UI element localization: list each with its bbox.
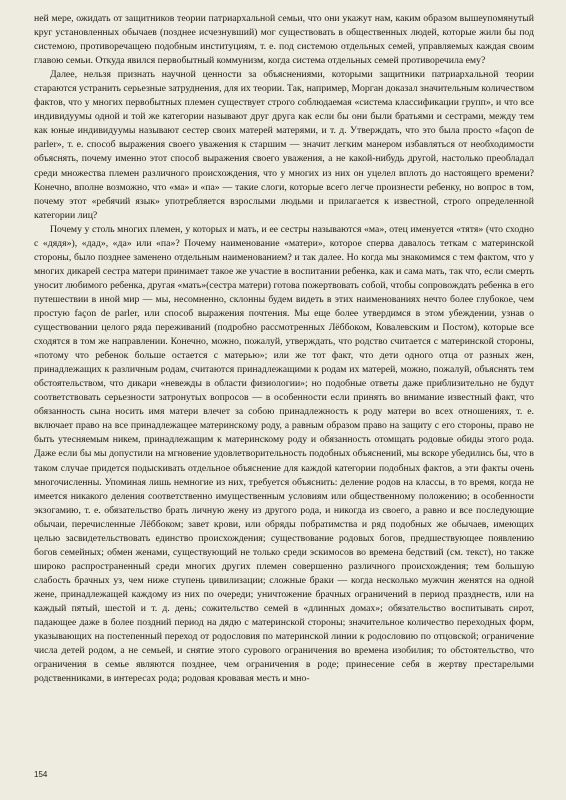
page-number: 154 — [34, 770, 48, 779]
text-column — [34, 12, 534, 686]
paragraph-3: Почему у столь многих племен, у которых и мать, и ее сестры называются «ма», отец именуется «тятя» (что сходно с «дядя»), «дад», «да» или «па»? Почему наименование «матери», которое сперва давалось теткам с материнской стороны, было позднее заменено отдельным наименованием? и так далее. Но когда мы знакомимся с тем фактом, что у многих дикарей сестра матери принимает такое же участие в воспитании ребенка, как и сама мать, так что, если смерть уносит любимого ребенка, другая «мать»(сестра матери) готова пожертвовать собой, чтобы сопровождать ребенка в его путешествии в иной мир — мы, несомненно, склонны будем видеть в этих наименованиях нечто более глубокое, чем простую façon de parler, или способ выражения почтения. Мы еще более утвердимся в этом убеждении, узнав о существовании целого ряда переживаний (подробно рассмотренных Лёббоком, Ковалевским и Постом), которые все сходятся в том же направлении. Конечно, можно, пожалуй, утверждать, что родство считается с материнской стороны, «потому что ребенок больше остается с матерью»; или же тот факт, что дети одного отца от разных жен, принадлежащих к различным родам, считаются принадлежащими к родам их матерей, можно, пожалуй, объяснять тем обстоятельством, что дикари «невежды в области физиологии»; но подобные ответы даже приблизительно не будут соответствовать серьезности затронутых вопросов — в особенности если принять во внимание известный факт, что обязанность сына носить имя матери влечет за собою принадлежность к роду матери во всех отношениях, т. е. включает право на все принадлежащее материнскому роду, а равным образом право на защиту с его стороны, право не быть утесняемым никем, принадлежащим к материнскому роду и обязанность отомщать родовые обиды этого рода. Даже если бы мы допустили на мгновение удовлетворительность подобных объяснений, мы вскоре убедились бы, что в таком случае придется подыскивать отдельное объяснение для каждой категории подобных фактов, а эти факты очень многочисленны. Упоминая лишь немногие из них, требуется объяснить: деление родов на классы, в то время, когда не имеется никакого деления соответственно имущественным условиям или общественному положению; в особенности экзогамию, т. е. обязательство брать личную жену из другого рода, и никогда из своего, а равно и все последующие обычаи, перечисленные Лёббоком; завет крови, или обряды побратимства и ряд подобных же обычаев, имеющих целью засвидетельствовать единство происхождения; существование родовых богов, предшествующее появлению богов семейных; обмен женами, существующий не только среди эскимосов во времена бедствий (см. текст), но также широко распространенный среди многих других племен совершенно различного происхождения; тем большую слабость брачных уз, чем ниже ступень цивилизации; сложные браки — когда несколько мужчин женятся на одной жене, принадлежащей каждому из них по очереди; уничтожение брачных ограничений в период празднеств, или на каждый пятый, шестой и т. д. день; сожительство семей в «длинных домах»; обязательство воспитывать сирот, падающее даже в более поздний период на дядю с материнской стороны; значительное количество переходных форм, указывающих на постепенный переход от родословия по материнской линии к родословию по отцовской; ограничение числа детей родом, а не семьей, и снятие этого сурового ограничения во времена изобилия; то обстоятельство, что ограничения в семье являются позднее, чем ограничения в роде; принесение себя в жертву престарелыми родственниками, в интересах рода; родовая кровавая месть и мно- — [34, 223, 534, 685]
paragraph-1: ней мере, ожидать от защитников теории патриархальной семьи, что они укажут нам, каким образом вышеупомянутый круг установленных обычаев (позднее исчезнувший) мог существовать в общественных людей, которые жили бы под системою, противоречащею подобным институциям, т. е. под системою отдельных семей, управляемых каждая своим главою семьи. Откуда явился первобытный коммунизм, когда система отдельных семей противоречила ему? — [34, 13, 534, 67]
paragraph-2: Далее, нельзя признать научной ценности за объяснениями, которыми защитники патриархальной теории стараются устранить серьезные затруднения, для их теории. Так, например, Морган доказал значительным количеством фактов, что у многих первобытных племен существует строго соблюдаемая «система классификации групп», и что все индивидуумы одной и той же категории называют друг друга как если бы они были братьями и сестрами, между тем как юные индивидуумы называют сестер своих матерей матерями, и т. д. Утверждать, что это была просто «façon de parler», т. е. способ выражения своего уважения к старшим — значит легким манером избавляться от необходимости объяснять, почему именно этот способ выражения своего уважения, а не какой-нибудь другой, настолько преобладал среди множества племен различного происхождения, что у многих из них он уцелел вплоть до настоящего времени? Конечно, вполне возможно, что «ма» и «па» — такие слоги, которые всего легче произнести ребенку, но вопрос в том, почему этот «ребячий язык» употребляется взрослыми людьми и прилагается к известной, строго определенной категории лиц? — [34, 69, 534, 221]
